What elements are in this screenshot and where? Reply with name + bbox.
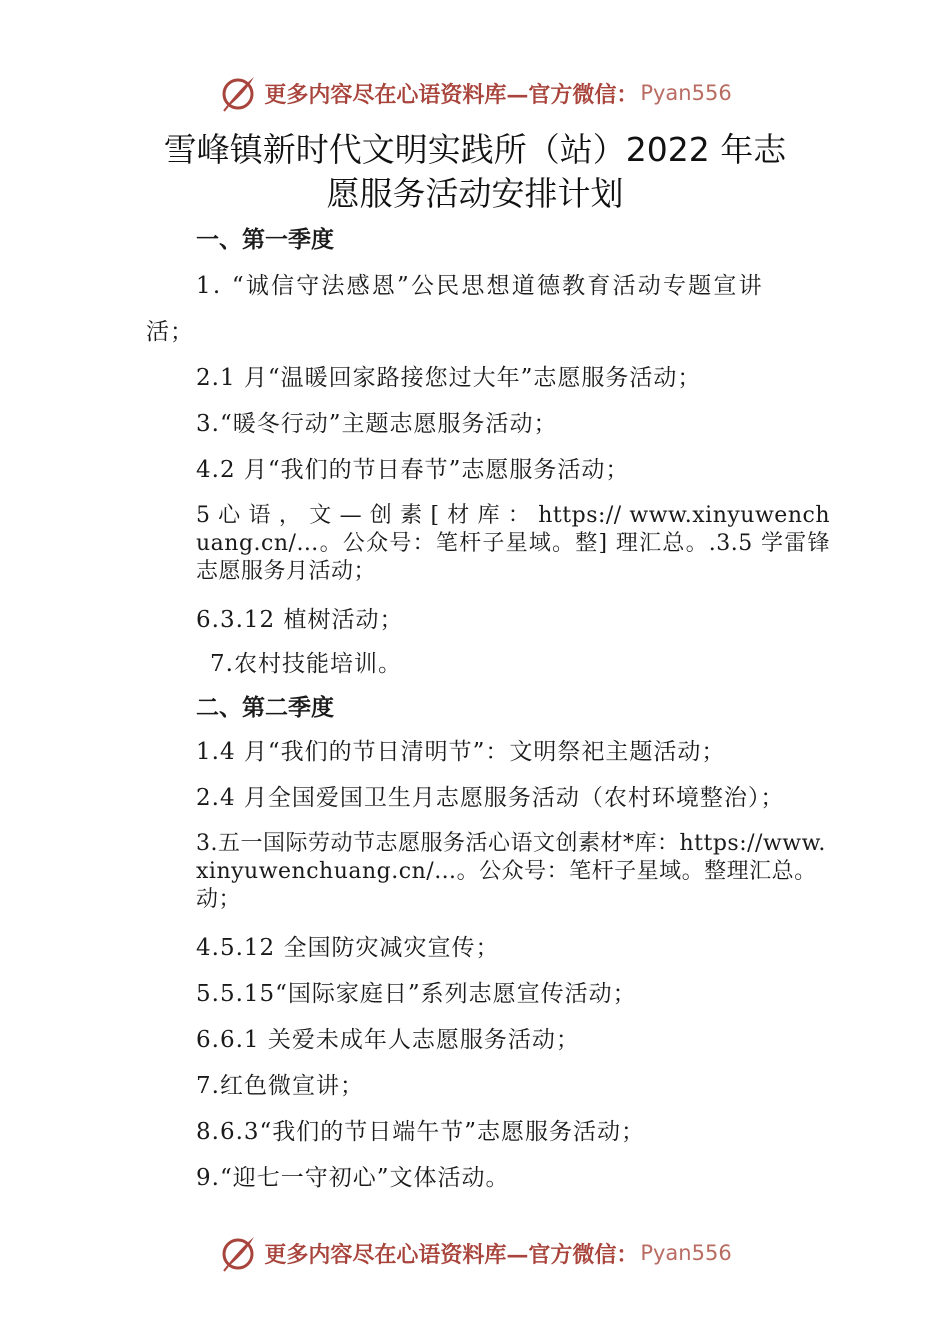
list-item: 3.“暖冬行动”主题志愿服务活动； xyxy=(196,411,558,437)
section-heading-q1: 一、第一季度 xyxy=(196,227,334,253)
banner-text: 更多内容尽在心语资料库—官方微信： xyxy=(264,1241,639,1268)
list-item: 3.五一国际劳动节志愿服务活心语文创素材*库：https://www.xinyuwenchuang.cn/…。公众号：笔杆子星域。整理汇总。动； xyxy=(196,831,826,912)
list-item: 5.5.15“国际家庭日”系列志愿宣传活动； xyxy=(196,981,637,1007)
list-item: 8.6.3“我们的节日端午节”志愿服务活动； xyxy=(196,1119,646,1145)
list-item: 9.“迎七一守初心”文体活动。 xyxy=(196,1165,510,1191)
list-item: 1. “诚信守法感恩”公民思想道德教育活动专题宣讲 xyxy=(196,273,764,299)
list-item: 7.红色微宣讲； xyxy=(196,1073,364,1099)
list-item: 6.3.12 植树活动； xyxy=(196,607,404,633)
banner-wechat-id: Pyan556 xyxy=(640,81,732,105)
list-item: 6.6.1 关爱未成年人志愿服务活动； xyxy=(196,1027,580,1053)
quill-logo-icon xyxy=(218,1233,258,1273)
list-item: 2.4 月全国爱国卫生月志愿服务活动（农村环境整治）； xyxy=(196,785,785,811)
section-heading-q2: 二、第二季度 xyxy=(196,695,334,721)
banner-wechat-id: Pyan556 xyxy=(640,1241,732,1265)
banner-text: 更多内容尽在心语资料库—官方微信： xyxy=(264,81,639,108)
list-item: 4.5.12 全国防灾减灾宣传； xyxy=(196,935,500,961)
title-line-1: 雪峰镇新时代文明实践所（站）2022 年志 xyxy=(163,130,787,169)
list-item: 2.1 月“温暖回家路接您过大年”志愿服务活动； xyxy=(196,365,702,391)
list-item-continuation: 活； xyxy=(146,319,194,345)
quill-logo-icon xyxy=(218,73,258,113)
title-line-2: 愿服务活动安排计划 xyxy=(326,174,624,213)
footer-watermark-banner xyxy=(0,1228,950,1278)
list-item: 5 心 语 ， 文 — 创 素 [ 材 库 ： https:// www.xinyuwenchuang.cn/…。公众号：笔杆子星域。整] 理汇总。.3.5 学雷锋志愿服务月活动； xyxy=(196,503,830,584)
document-title xyxy=(0,128,950,216)
header-watermark-banner xyxy=(0,68,950,118)
list-item: 1.4 月“我们的节日清明节”：文明祭祀主题活动； xyxy=(196,739,726,765)
list-item: 7.农村技能培训。 xyxy=(210,651,402,677)
list-item: 4.2 月“我们的节日春节”志愿服务活动； xyxy=(196,457,630,483)
